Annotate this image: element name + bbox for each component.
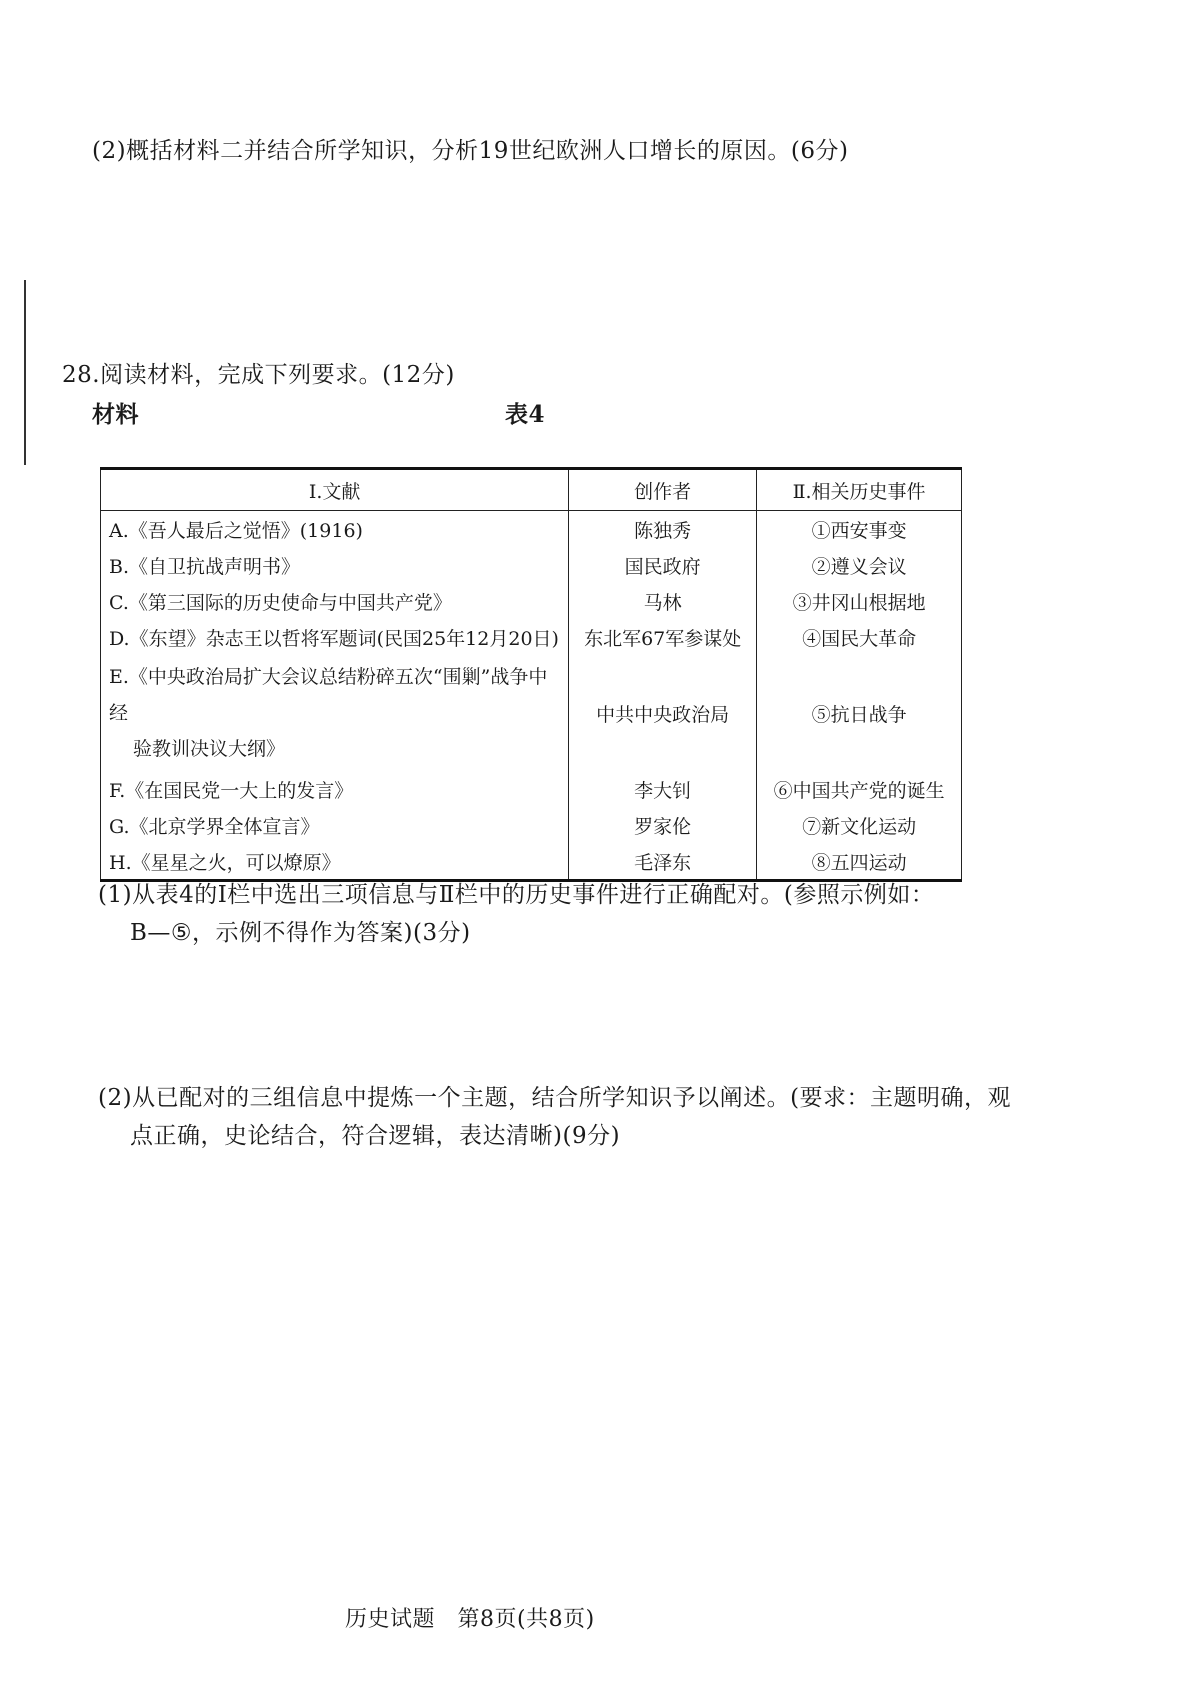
document-b: B.《自卫抗战声明书》 bbox=[101, 547, 569, 583]
author-cell: 陈独秀 bbox=[569, 511, 757, 548]
page-footer: 历史试题 第8页(共8页) bbox=[345, 1607, 595, 1632]
document-c: C.《第三国际的历史使命与中国共产党》 bbox=[101, 583, 569, 619]
document-a: A.《吾人最后之觉悟》(1916) bbox=[101, 511, 569, 548]
question-28-part-2-line-1: (2)从已配对的三组信息中提炼一个主题，结合所学知识予以阐述。(要求：主题明确，观 bbox=[98, 1085, 1012, 1111]
question-28-part-2-line-2: 点正确，史论结合，符合逻辑，表达清晰)(9分) bbox=[130, 1123, 621, 1149]
table-row bbox=[101, 843, 962, 881]
table-row bbox=[101, 511, 962, 548]
header-events: Ⅱ.相关历史事件 bbox=[757, 469, 962, 511]
event-cell: ②遵义会议 bbox=[757, 547, 962, 583]
document-g: G.《北京学界全体宣言》 bbox=[101, 807, 569, 843]
question-28-part-1-line-1: (1)从表4的Ⅰ栏中选出三项信息与Ⅱ栏中的历史事件进行正确配对。(参照示例如： bbox=[98, 882, 935, 908]
author-cell: 罗家伦 bbox=[569, 807, 757, 843]
event-cell: ⑤抗日战争 bbox=[757, 655, 962, 771]
author-cell: 东北军67军参谋处 bbox=[569, 619, 757, 655]
document-h: H.《星星之火，可以燎原》 bbox=[101, 843, 569, 881]
material-label: 材料 bbox=[92, 401, 139, 428]
question-28-heading: 28.阅读材料，完成下列要求。(12分) bbox=[62, 362, 455, 388]
document-e-line-2: 验教训决议大纲》 bbox=[133, 738, 286, 760]
question-27-part-2: (2)概括材料二并结合所学知识，分析19世纪欧洲人口增长的原因。(6分) bbox=[92, 138, 849, 164]
header-documents: Ⅰ.文献 bbox=[101, 469, 569, 511]
event-cell: ⑥中国共产党的诞生 bbox=[757, 771, 962, 807]
document-e bbox=[101, 655, 569, 771]
event-cell: ③井冈山根据地 bbox=[757, 583, 962, 619]
table-header-row bbox=[101, 469, 962, 511]
author-cell: 国民政府 bbox=[569, 547, 757, 583]
document-f: F.《在国民党一大上的发言》 bbox=[101, 771, 569, 807]
table-row bbox=[101, 807, 962, 843]
author-cell: 李大钊 bbox=[569, 771, 757, 807]
table-row bbox=[101, 547, 962, 583]
table-row bbox=[101, 619, 962, 655]
event-cell: ⑧五四运动 bbox=[757, 843, 962, 881]
table-row bbox=[101, 583, 962, 619]
scan-margin-line bbox=[24, 280, 26, 465]
author-cell: 毛泽东 bbox=[569, 843, 757, 881]
author-cell: 马林 bbox=[569, 583, 757, 619]
table-caption: 表4 bbox=[505, 401, 546, 428]
event-cell: ①西安事变 bbox=[757, 511, 962, 548]
question-28-part-1-line-2: B—⑤，示例不得作为答案)(3分) bbox=[130, 920, 471, 946]
table-row bbox=[101, 655, 962, 771]
table-row bbox=[101, 771, 962, 807]
event-cell: ⑦新文化运动 bbox=[757, 807, 962, 843]
author-cell: 中共中央政治局 bbox=[569, 655, 757, 771]
document-e-line-1: E.《中央政治局扩大会议总结粉碎五次“围剿”战争中经 bbox=[109, 666, 548, 724]
header-authors: 创作者 bbox=[569, 469, 757, 511]
event-cell: ④国民大革命 bbox=[757, 619, 962, 655]
document-d: D.《东望》杂志王以哲将军题词(民国25年12月20日) bbox=[101, 619, 569, 655]
table-4 bbox=[100, 467, 962, 882]
